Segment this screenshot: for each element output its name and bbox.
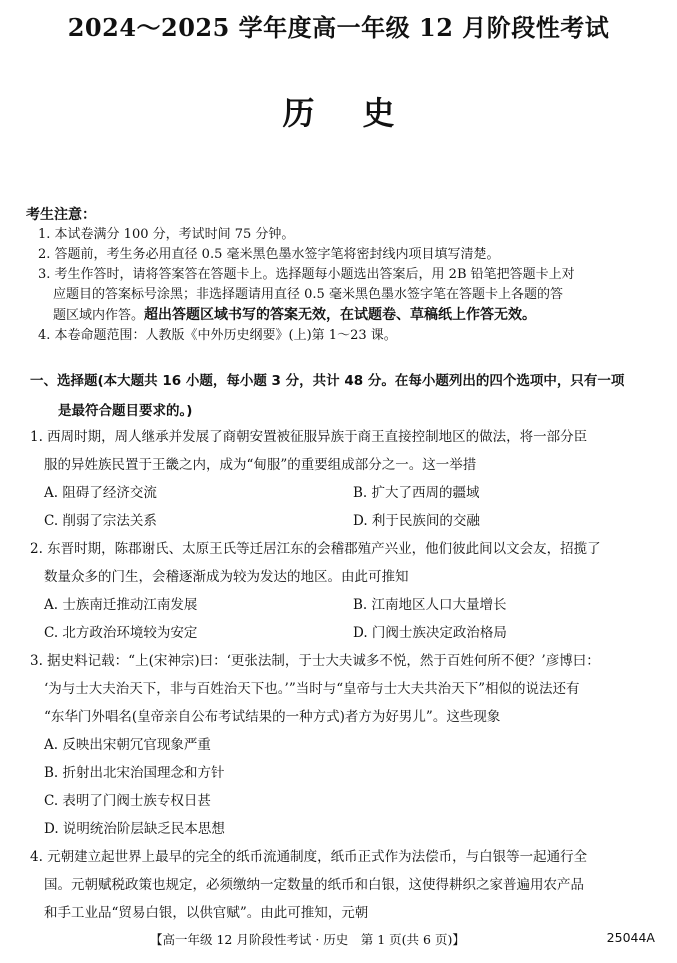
question-stem: 国。元朝赋税政策也规定，必须缴纳一定数量的纸币和白银，这使得耕织之家普遍用农产品 bbox=[44, 877, 584, 893]
question-stem: 4. 元朝建立起世界上最早的完全的纸币流通制度，纸币正式作为法偿币，与白银等一起通行全 bbox=[30, 849, 588, 865]
question-2 bbox=[30, 535, 662, 647]
notice-heading: 考生注意： bbox=[26, 207, 96, 223]
notice-item-3-line-3-start: 题区域内作答。 bbox=[53, 308, 145, 323]
notice-block bbox=[26, 205, 662, 346]
question-stem: 2. 东晋时期，陈郡谢氏、太原王氏等迁居江东的会稽郡殖产兴业，他们彼此间以文会友，招揽了 bbox=[30, 541, 601, 557]
section-heading-line-2: 是最符合题目要求的。) bbox=[58, 403, 193, 419]
question-1 bbox=[30, 423, 662, 535]
section-heading bbox=[30, 366, 660, 426]
notice-item-4: 4. 本卷命题范围：人教版《中外历史纲要》(上)第 1～23 课。 bbox=[38, 328, 397, 343]
notice-item-2: 2. 答题前，考生务必用直径 0.5 毫米黑色墨水签字笔将密封线内项目填写清楚。 bbox=[38, 247, 500, 262]
option-a: A. 士族南迁推动江南发展 bbox=[44, 597, 198, 613]
question-stem: 数量众多的门生，会稽逐渐成为较为发达的地区。由此可推知 bbox=[44, 569, 409, 585]
option-b: B. 江南地区人口大量增长 bbox=[353, 597, 507, 613]
question-4 bbox=[30, 843, 662, 927]
option-grid bbox=[30, 591, 662, 647]
option-grid bbox=[30, 479, 662, 535]
question-3 bbox=[30, 647, 662, 843]
question-stem: 和手工业品“贸易白银，以供官赋”。由此可推知，元朝 bbox=[44, 905, 369, 921]
notice-item-1: 1. 本试卷满分 100 分，考试时间 75 分钟。 bbox=[38, 227, 295, 242]
notice-warning-bold: 超出答题区域书写的答案无效，在试题卷、草稿纸上作答无效。 bbox=[144, 307, 537, 323]
question-stem: 3. 据史料记载：“上(宋神宗)曰：‘更张法制，于士大夫诚多不悦，然于百姓何所不便？’彦博曰： bbox=[30, 653, 600, 669]
question-stem: “东华门外唱名(皇帝亲自公布考试结果的一种方式)者方为好男儿”。这些现象 bbox=[44, 709, 501, 725]
option-a: A. 反映出宋朝冗官现象严重 bbox=[44, 737, 211, 753]
option-d: D. 门阀士族决定政治格局 bbox=[353, 625, 507, 641]
option-c: C. 削弱了宗法关系 bbox=[44, 513, 157, 529]
option-d: D. 说明统治阶层缺乏民本思想 bbox=[44, 821, 225, 837]
subject-title: 历史 bbox=[282, 94, 443, 132]
option-d: D. 利于民族间的交融 bbox=[353, 513, 480, 529]
notice-item-3: 3. 考生作答时，请将答案答在答题卡上。选择题每小题选出答案后，用 2B 铅笔把答题卡上对 bbox=[38, 267, 575, 282]
option-a: A. 阻碍了经济交流 bbox=[44, 485, 157, 501]
question-list bbox=[30, 423, 662, 927]
notice-item-3-line-3 bbox=[26, 305, 662, 326]
option-c: C. 北方政治环境较为安定 bbox=[44, 625, 198, 641]
page-footer bbox=[0, 930, 677, 954]
footer-code: 25044A bbox=[606, 930, 655, 945]
option-c: C. 表明了门阀士族专权日甚 bbox=[44, 793, 211, 809]
notice-item-3-line-2: 应题目的答案标号涂黑；非选择题请用直径 0.5 毫米黑色墨水签字笔在答题卡上各题的答 bbox=[53, 287, 563, 302]
question-stem: 服的异姓族民置于王畿之内，成为“甸服”的重要组成部分之一。这一举措 bbox=[44, 457, 477, 473]
question-stem: ‘为与士大夫治天下，非与百姓治天下也。’”当时与“皇帝与士大夫共治天下”相似的说法还有 bbox=[44, 681, 580, 697]
option-b: B. 折射出北宋治国理念和方针 bbox=[44, 765, 225, 781]
question-stem: 1. 西周时期，周人继承并发展了商朝安置被征服异族于商王直接控制地区的做法，将一部分臣 bbox=[30, 429, 588, 445]
footer-text: 【高一年级 12 月阶段性考试 · 历史 第 1 页(共 6 页)】 bbox=[150, 932, 465, 947]
exam-title: 2024～2025 学年度高一年级 12 月阶段性考试 bbox=[67, 13, 610, 42]
option-b: B. 扩大了西周的疆域 bbox=[353, 485, 480, 501]
section-heading-line-1: 一、选择题(本大题共 16 小题，每小题 3 分，共计 48 分。在每小题列出的四个选项中，只有一项 bbox=[30, 373, 625, 389]
